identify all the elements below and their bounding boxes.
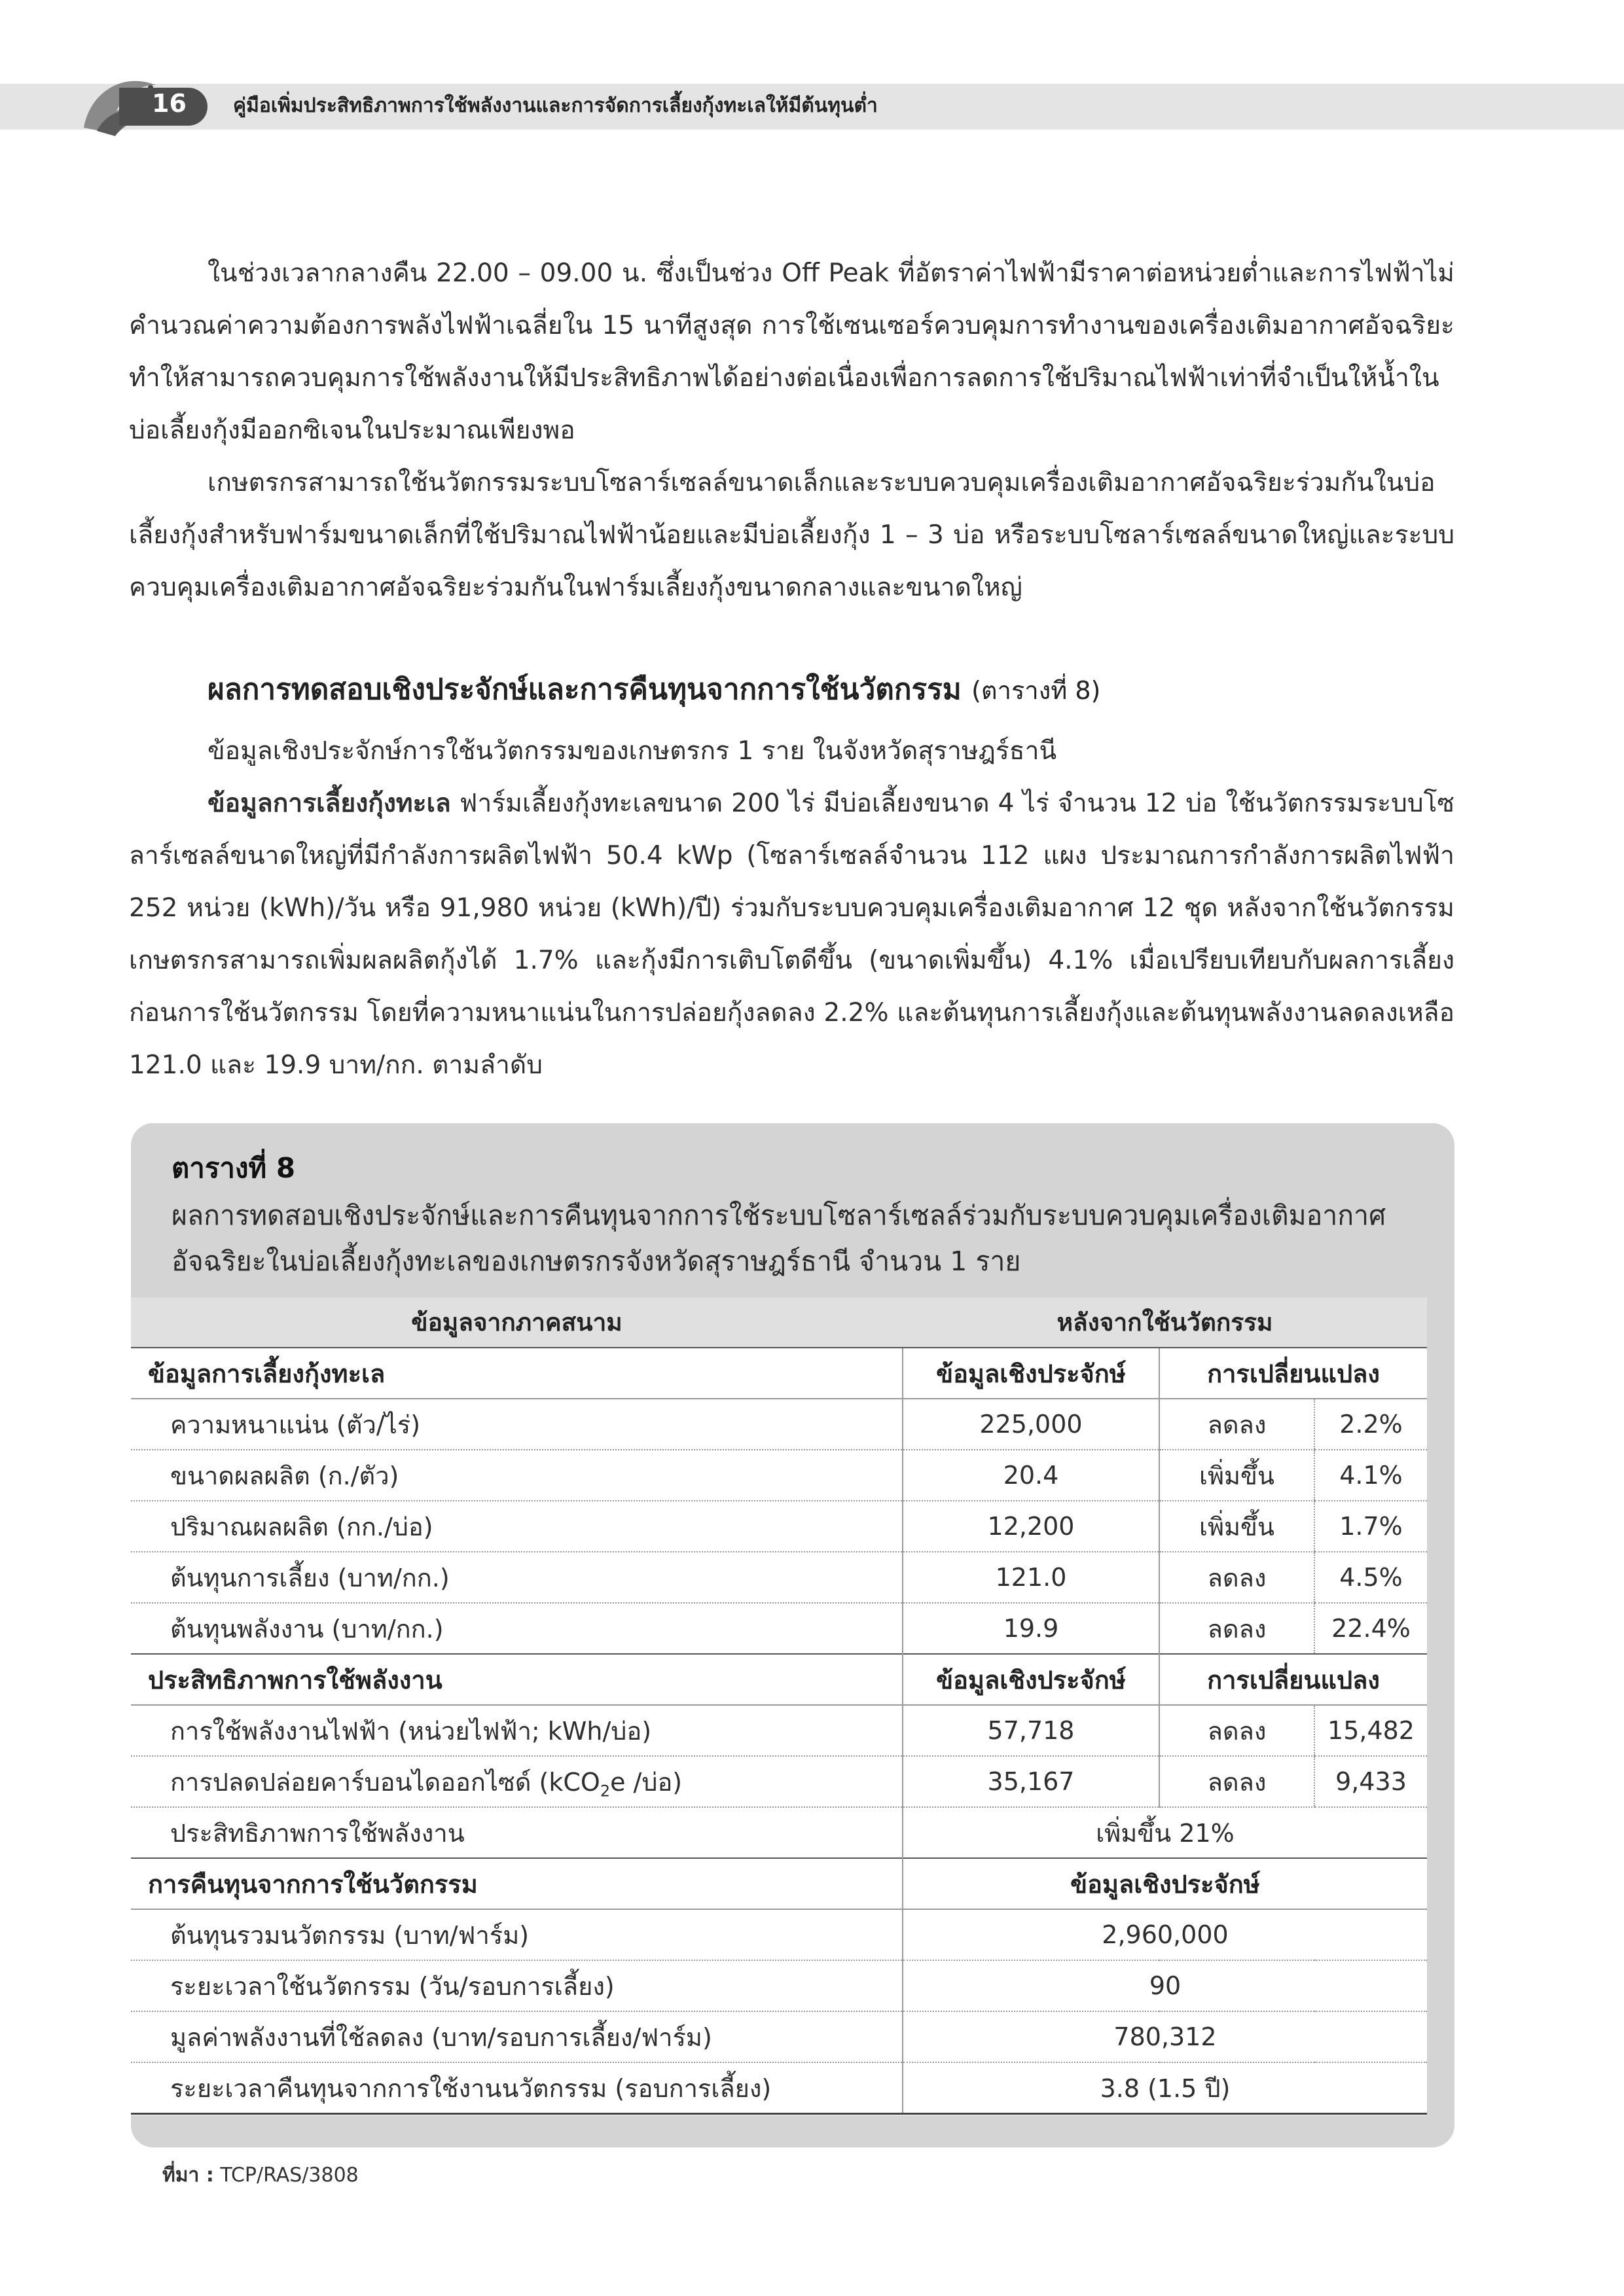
col-evidence-header: ข้อมูลเชิงประจักษ์ bbox=[903, 1654, 1159, 1705]
table-row: การปลดปล่อยคาร์บอนไดออกไซด์ (kCO$_2$e /บ่อ) 35,167 ลดลง 9,433 bbox=[131, 1756, 1427, 1807]
table-row: ระยะเวลาคืนทุนจากการใช้งานนวัตกรรม (รอบการเลี้ยง) 3.8 (1.5 ปี) bbox=[131, 2062, 1427, 2114]
page-number: 16 bbox=[152, 89, 187, 118]
col-evidence-header: ข้อมูลเชิงประจักษ์ bbox=[903, 1348, 1159, 1399]
group-row-payback bbox=[131, 1858, 1427, 1909]
running-title: คู่มือเพิ่มประสิทธิภาพการใช้พลังงานและการจัดการเลี้ยงกุ้งทะเลให้มีต้นทุนต่ำ bbox=[233, 94, 878, 117]
table-row: ประสิทธิภาพการใช้พลังงาน เพิ่มขึ้น 21% bbox=[131, 1807, 1427, 1858]
table-row: ต้นทุนรวมนวัตกรรม (บาท/ฟาร์ม) 2,960,000 bbox=[131, 1909, 1427, 1960]
paragraph-shrimp-data: ข้อมูลการเลี้ยงกุ้งทะเล ฟาร์มเลี้ยงกุ้งทะเลขนาด 200 ไร่ มีบ่อเลี้ยงขนาด 4 ไร่ จำนวน 12 บ่อ ใช้นวัตกรรมระบบโซลาร์เซลล์ขนาดใหญ่ที่มีกำลังการผลิตไฟฟ้า 50.4 kWp (โซลาร์เซลล์จำนวน 112 แผง ประมาณการกำลังการผลิตไฟฟ้า 252 หน่วย (kWh)/วัน หรือ 91,980 หน่วย (kWh)/ปี) ร่วมกับระบบควบคุมเครื่องเติมอากาศ 12 ชุด หลังจากใช้นวัตกรรมเกษตรกรสามารถเพิ่มผลผลิตกุ้งได้ 1.7% และกุ้งมีการเติบโตดีขึ้น (ขนาดเพิ่มขึ้น) 4.1% เมื่อเปรียบเทียบกับผลการเลี้ยงก่อนการใช้นวัตกรรม โดยที่ความหนาแน่นในการปล่อยกุ้งลดลง 2.2% และต้นทุนการเลี้ยงกุ้งและต้นทุนพลังงานลดลงเหลือ 121.0 และ 19.9 บาท/กก. ตามลำดับ bbox=[129, 789, 1454, 1080]
table-header-row bbox=[131, 1297, 1427, 1348]
col-change-header: การเปลี่ยนแปลง bbox=[1159, 1654, 1427, 1705]
section-heading: ผลการทดสอบเชิงประจักษ์และการคืนทุนจากการใช้นวัตกรรม (ตารางที่ 8) bbox=[208, 673, 1101, 706]
group-row-shrimp bbox=[131, 1348, 1427, 1399]
group-title: ประสิทธิภาพการใช้พลังงาน bbox=[131, 1654, 903, 1705]
col-evidence-header: ข้อมูลเชิงประจักษ์ bbox=[903, 1858, 1427, 1909]
table-row: การใช้พลังงานไฟฟ้า (หน่วยไฟฟ้า; kWh/บ่อ) 57,718 ลดลง 15,482 bbox=[131, 1705, 1427, 1756]
table-caption: ผลการทดสอบเชิงประจักษ์และการคืนทุนจากการใช้ระบบโซลาร์เซลล์ร่วมกับระบบควบคุมเครื่องเติมอากาศอัจฉริยะในบ่อเลี้ยงกุ้งทะเลของเกษตรกรจังหวัดสุราษฎร์ธานี จำนวน 1 ราย bbox=[171, 1200, 1386, 1277]
table-row: ระยะเวลาใช้นวัตกรรม (วัน/รอบการเลี้ยง) 90 bbox=[131, 1960, 1427, 2011]
table-row: มูลค่าพลังงานที่ใช้ลดลง (บาท/รอบการเลี้ยง/ฟาร์ม) 780,312 bbox=[131, 2011, 1427, 2062]
paragraph-evidence-intro: ข้อมูลเชิงประจักษ์การใช้นวัตกรรมของเกษตรกร 1 ราย ในจังหวัดสุราษฎร์ธานี bbox=[208, 736, 1057, 766]
source-note: ที่มา : TCP/RAS/3808 bbox=[162, 2164, 359, 2187]
table-row: ต้นทุนการเลี้ยง (บาท/กก.) 121.0 ลดลง 4.5% bbox=[131, 1552, 1427, 1603]
table-row: ความหนาแน่น (ตัว/ไร่) 225,000 ลดลง 2.2% bbox=[131, 1399, 1427, 1450]
paragraph-offpeak: ในช่วงเวลากลางคืน 22.00 – 09.00 น. ซึ่งเป็นช่วง Off Peak ที่อัตราค่าไฟฟ้ามีราคาต่อหน่วยต่ำและการไฟฟ้าไม่คำนวณค่าความต้องการพลังไฟฟ้าเฉลี่ยใน 15 นาทีสูงสุด การใช้เซนเซอร์ควบคุมการทำงานของเครื่องเติมอากาศอัจฉริยะ ทำให้สามารถควบคุมการใช้พลังงานให้มีประสิทธิภาพได้อย่างต่อเนื่องเพื่อการลดการใช้ปริมาณไฟฟ้าเท่าที่จำเป็นให้น้ำในบ่อเลี้ยงกุ้งมีออกซิเจนในประมาณเพียงพอ bbox=[129, 259, 1454, 445]
col-change-header: การเปลี่ยนแปลง bbox=[1159, 1348, 1427, 1399]
group-row-energy bbox=[131, 1654, 1427, 1705]
table-row: ขนาดผลผลิต (ก./ตัว) 20.4 เพิ่มขึ้น 4.1% bbox=[131, 1450, 1427, 1501]
co2-label: การปลดปล่อยคาร์บอนไดออกไซด์ (kCO$_2$e /บ่อ) bbox=[131, 1756, 903, 1807]
group-title: การคืนทุนจากการใช้นวัตกรรม bbox=[131, 1858, 903, 1909]
paragraph-farmer-options: เกษตรกรสามารถใช้นวัตกรรมระบบโซลาร์เซลล์ขนาดเล็กและระบบควบคุมเครื่องเติมอากาศอัจฉริยะร่วมกันในบ่อเลี้ยงกุ้งสำหรับฟาร์มขนาดเล็กที่ใช้ปริมาณไฟฟ้าน้อยและมีบ่อเลี้ยงกุ้ง 1 – 3 บ่อ หรือระบบโซลาร์เซลล์ขนาดใหญ่และระบบควบคุมเครื่องเติมอากาศอัจฉริยะร่วมกันในฟาร์มเลี้ยงกุ้งขนาดกลางและขนาดใหญ่ bbox=[129, 468, 1454, 602]
group-title: ข้อมูลการเลี้ยงกุ้งทะเล bbox=[131, 1348, 903, 1399]
lead-text: ข้อมูลการเลี้ยงกุ้งทะเล bbox=[208, 789, 451, 818]
table-label: ตารางที่ 8 bbox=[171, 1152, 296, 1184]
results-table bbox=[131, 1297, 1427, 2115]
header-after-innovation: หลังจากใช้นวัตกรรม bbox=[903, 1297, 1427, 1348]
table-row: ปริมาณผลผลิต (กก./บ่อ) 12,200 เพิ่มขึ้น 1.7% bbox=[131, 1501, 1427, 1552]
header-field-data: ข้อมูลจากภาคสนาม bbox=[131, 1297, 903, 1348]
table-row: ต้นทุนพลังงาน (บาท/กก.) 19.9 ลดลง 22.4% bbox=[131, 1603, 1427, 1654]
